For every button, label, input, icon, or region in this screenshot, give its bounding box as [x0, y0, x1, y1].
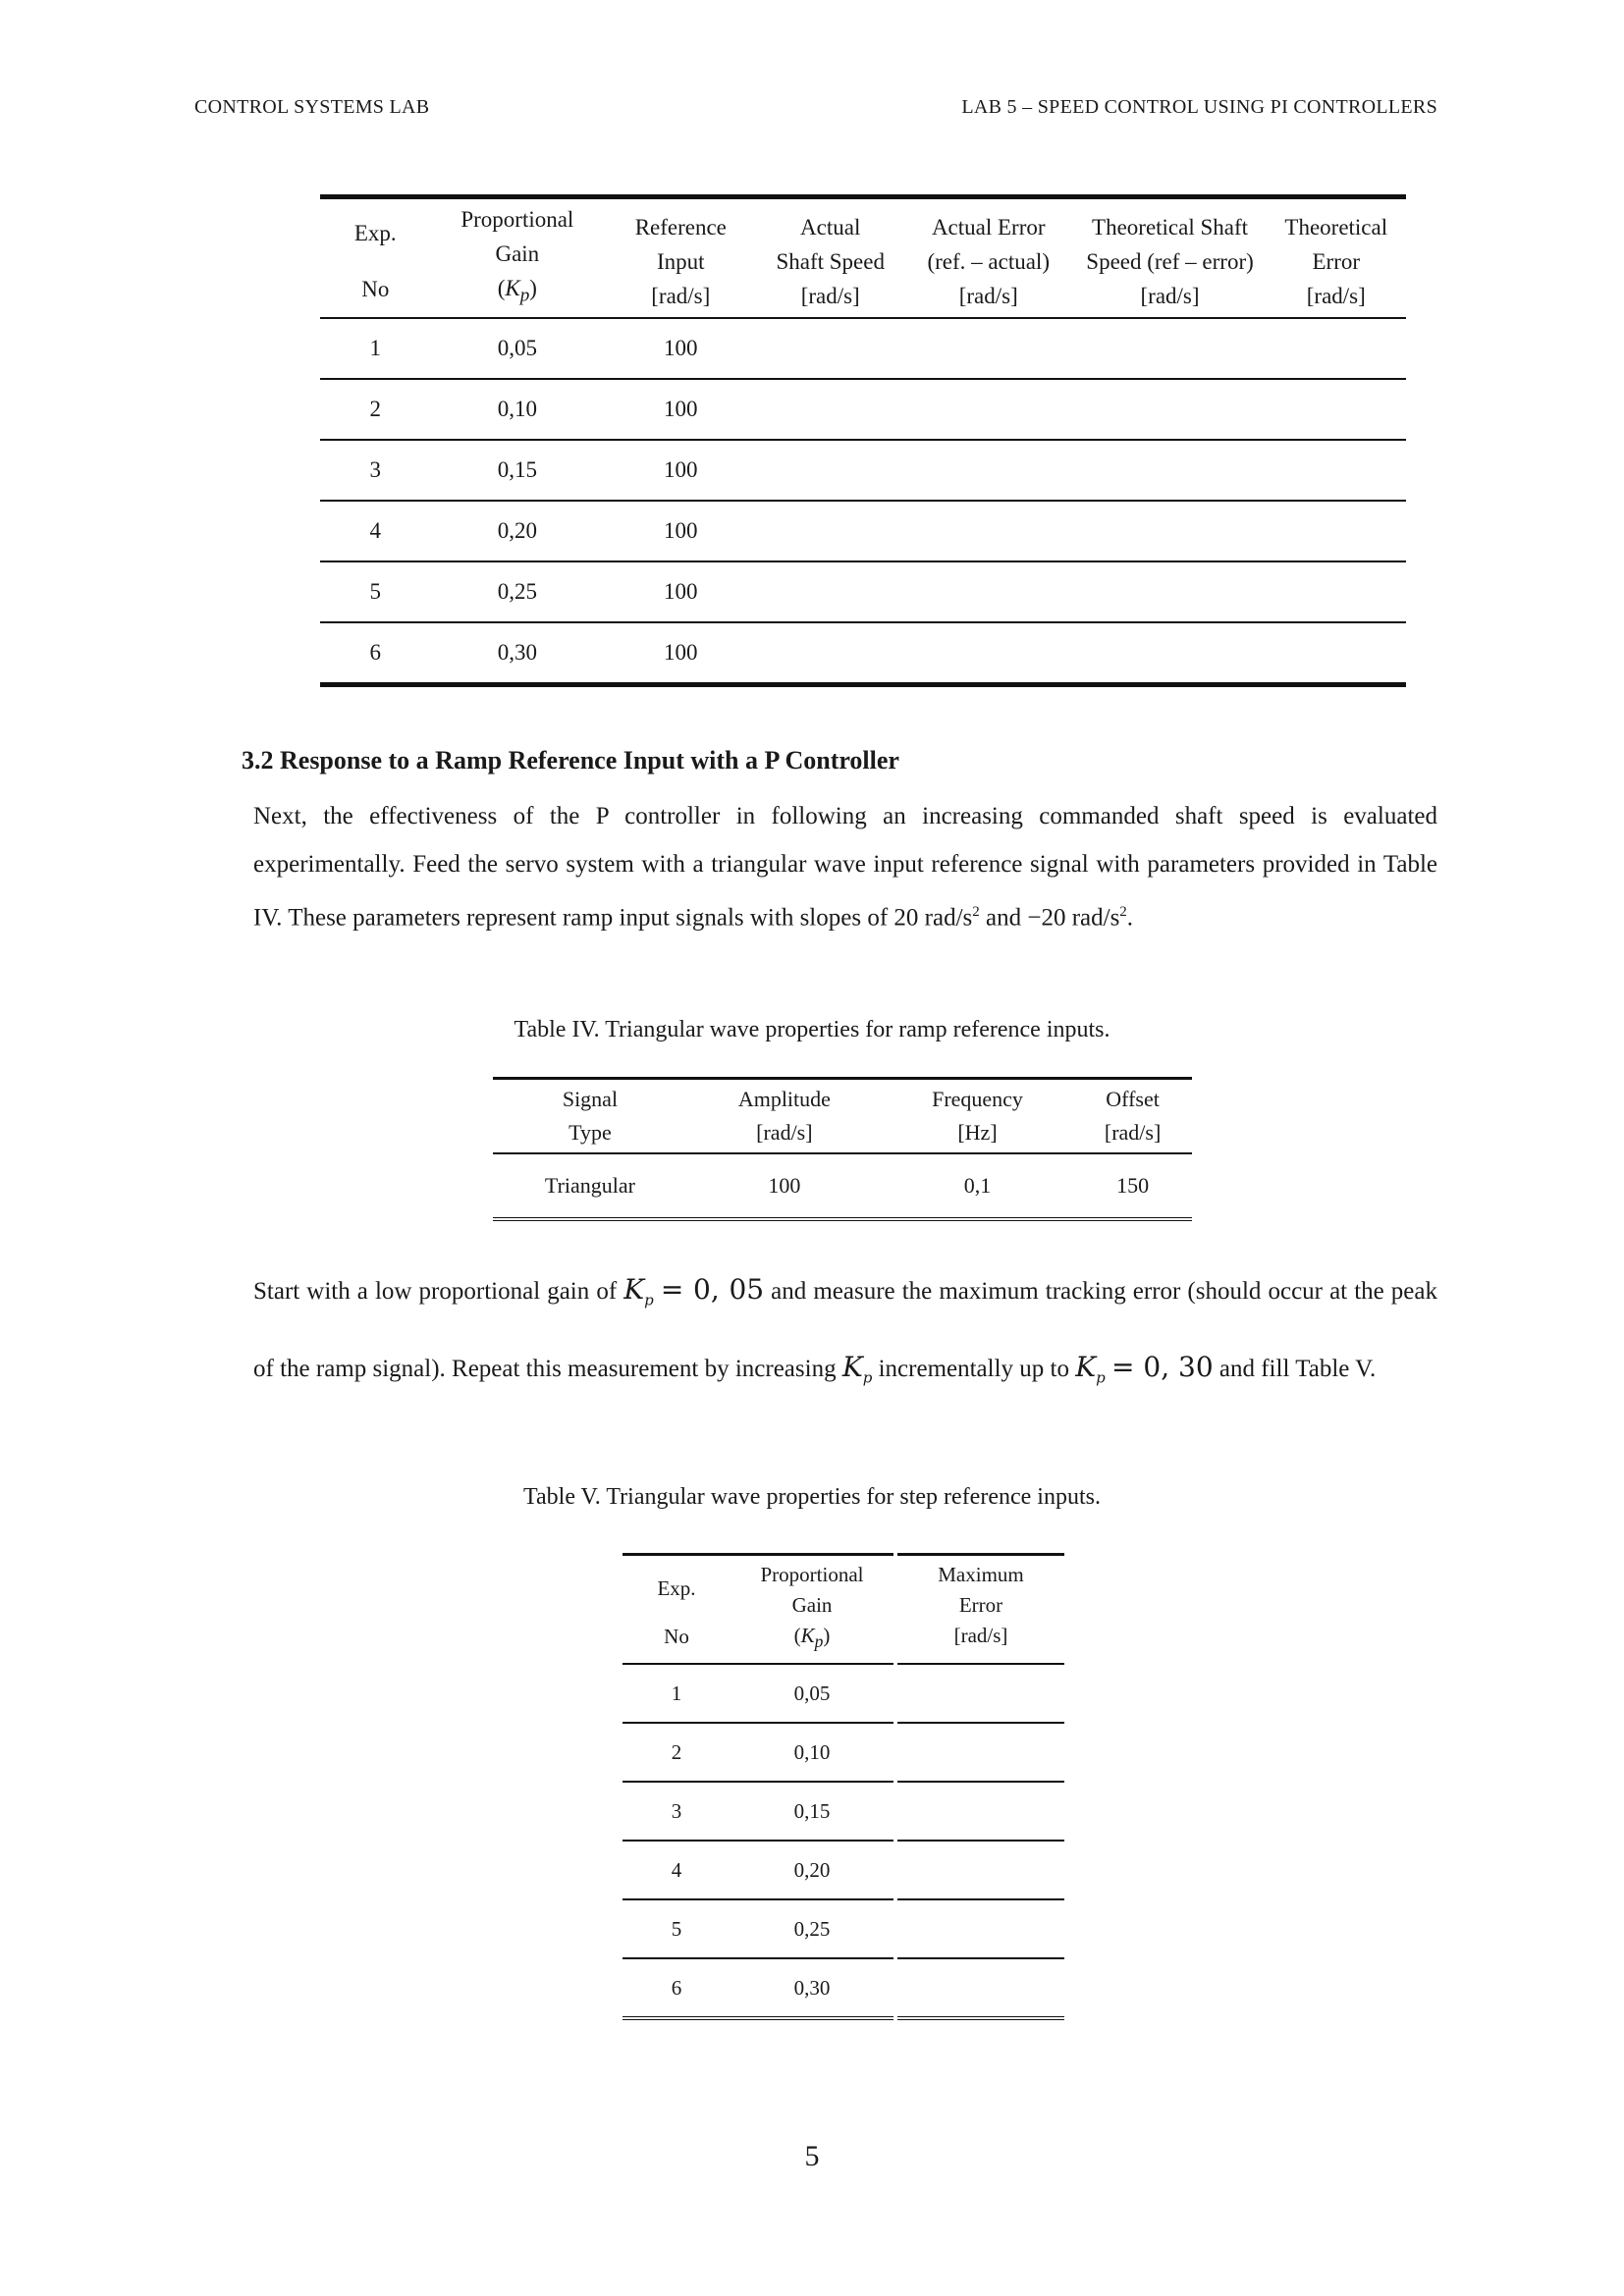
table-row: 1 0,05 [623, 1664, 1064, 1723]
table-row: 6 0,30 [623, 1958, 1064, 2018]
table-row: 5 0,25 100 [320, 561, 1406, 622]
header-theoretical-shaft-speed: Theoretical Shaft Speed (ref – error) [rad/s] [1074, 197, 1267, 318]
table-header-row [493, 1079, 1192, 1154]
header-maximum-error: Maximum Error [rad/s] [897, 1555, 1064, 1665]
table-row: 1 0,05 100 [320, 318, 1406, 379]
table-row: 2 0,10 [623, 1723, 1064, 1782]
header-amplitude: Amplitude [rad/s] [687, 1079, 882, 1154]
header-actual-shaft-speed: Actual Shaft Speed [rad/s] [757, 197, 902, 318]
results-table-step [320, 194, 1406, 687]
header-exp-no: Exp. No [623, 1555, 731, 1665]
running-header-right: LAB 5 – SPEED CONTROL USING PI CONTROLLERS [961, 96, 1437, 118]
table-header-row [320, 197, 1406, 318]
table-row: 6 0,30 100 [320, 622, 1406, 685]
table-iv-caption: Table IV. Triangular wave properties for ramp reference inputs. [514, 1017, 1110, 1042]
header-theoretical-error: Theoretical Error [rad/s] [1267, 197, 1406, 318]
paragraph-ramp-intro: Next, the effectiveness of the P controller in following an increasing commanded shaft speed is evaluated experimentally. Feed the servo system with a triangular wave input reference signal with parameters provided in Table IV. These parameters represent ramp input signals with slopes of 20 rad/$s^2$ and −20 rad/$s^2$. [253, 803, 1437, 932]
table-v-caption: Table V. Triangular wave properties for step reference inputs. [523, 1484, 1101, 1510]
table-row: 3 0,15 100 [320, 440, 1406, 501]
header-offset: Offset [rad/s] [1073, 1079, 1192, 1154]
running-header-left: CONTROL SYSTEMS LAB [194, 96, 430, 118]
table-header-row [623, 1555, 1064, 1665]
header-exp-no: Exp. No [320, 197, 431, 318]
header-reference-input: Reference Input [rad/s] [604, 197, 757, 318]
section-title: 3.2 Response to a Ramp Reference Input with a P Controller [242, 746, 899, 774]
max-error-table [623, 1553, 1064, 2020]
table-row: Triangular 100 0,1 150 [493, 1153, 1192, 1219]
header-actual-error: Actual Error (ref. – actual) [rad/s] [903, 197, 1074, 318]
table-row: 4 0,20 [623, 1841, 1064, 1899]
header-proportional-gain: Proportional Gain $(K_p)$ [731, 1555, 893, 1665]
header-proportional-gain: Proportional Gain $(K_p)$ [431, 197, 605, 318]
paragraph-procedure: Start with a low proportional gain of $K_p = 0$, 05 and measure the maximum tracking error (should occur at the peak of the ramp signal). Repeat this measurement by increasing $K_p$ incrementally up to $K_p = 0$, 30 and fill Table V. [253, 1273, 1438, 1387]
header-signal-type: Signal Type [493, 1079, 687, 1154]
table-row: 2 0,10 100 [320, 379, 1406, 440]
table-row: 4 0,20 100 [320, 501, 1406, 561]
triangular-wave-table [493, 1077, 1192, 1221]
table-row: 3 0,15 [623, 1782, 1064, 1841]
table-row: 5 0,25 [623, 1899, 1064, 1958]
header-frequency: Frequency [Hz] [882, 1079, 1073, 1154]
page-number: 5 [804, 2140, 820, 2172]
